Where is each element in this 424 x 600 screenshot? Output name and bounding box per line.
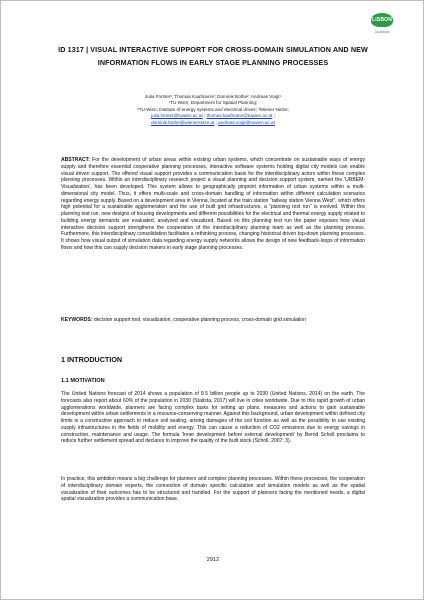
keywords-text: decision support tool, visualization, cooperative planning process, cross-domain grid simulation xyxy=(93,317,306,323)
email-link[interactable]: thomas.kaufmann@tuwien.ac.at xyxy=(206,113,273,119)
affiliation-2: ²TU Wien; Institute of energy systems and electrical drives; ³Wiener Netze; xyxy=(137,106,289,112)
abstract-text: For the development of urban areas within existing urban systems, which concentrate on sustainable ways of energy supply and therefore essential cooperative planning processes, interactive software systems holding digital city models can enable visual driven support. The offered visual support provides a communication basis for the interdisciplinary actors within these complex planning processes. Within an interdisciplinary research project a visual planning and decision support system, named the 'URBEM-Visualization', has been developed. This system allows to geographically pinpoint information of urban systems within a multi-dimensional city model. Thus, it offers multi-scale and cross-domain handling of information within different calculation scenarios regarding energy supply. Based on a development area in Vienna, located at the train station "railway station Vienna West", which offers high potential for a sustainable agglomeration and the use of built grid infrastructures, a "planning test run" is evolved. Within this planning test run, new designs of housing developments and different possibilities for the electrical and thermal energy supply related to building energy demands are evaluated, analyzed and visualized. Based on this planning test run the paper exposes how visual interactive decision support strengthens the cooperation of the interdisciplinary planning team as well as the planning process. Furthermore, this interdisciplinary consolidation facilitates a rethinking process, changing historical driven top-down planning processes. It shows how visual output of simulation data regarding energy supply networks allows the design of new feedback-loops of information flows and how this can supply decision makers in early stage planning processes. xyxy=(61,157,366,251)
author-block xyxy=(61,94,365,126)
paper-title: ID 1317 | VISUAL INTERACTIVE SUPPORT FOR CROSS-DOMAIN SIMULATION AND NEW INFORMATION FLOWS IN EARLY STAGE PLANNING PROCESSES xyxy=(58,45,368,67)
conference-logo xyxy=(363,13,401,37)
emails-line-1: julia.forster@tuwien.ac.at ; thomas.kaufmann@tuwien.ac.at ; xyxy=(151,113,275,119)
email-link[interactable]: julia.forster@tuwien.ac.at xyxy=(151,113,203,119)
abstract-label: ABSTRACT: xyxy=(61,157,90,163)
paragraph-text: In practice, this ambition means a big challenge for planners and complex planning processes. Within these processes, the cooperation of interdisciplinary domain experts, the connection of domain specific calculation and simulation models as well as the spatial visualization of their outcomes has to be structured and handled. For the support of planners facing the mentioned needs, a digital spatial visualization provides a communication base. xyxy=(61,476,365,503)
email-link[interactable]: andreas.voigt@tuwien.ac.at xyxy=(218,119,275,125)
logo-subtext: ULisboa xyxy=(374,29,390,34)
emails-line-2: dominik.bothe@wienernetze.at ; andreas.voigt@tuwien.ac.at xyxy=(151,119,275,125)
keywords xyxy=(61,317,365,324)
logo-text: LISBON xyxy=(371,17,393,23)
page-number: 2912 xyxy=(206,557,220,563)
section-heading: 1 INTRODUCTION xyxy=(61,355,123,364)
body-paragraph xyxy=(61,391,365,445)
body-paragraph xyxy=(61,476,365,503)
subsection-heading: 1.1 MOTIVATION xyxy=(61,378,105,384)
paragraph-text: The United Nations forecast of 2014 shows a population of 8.5 billion people up to 2030 (United Nations, 2014) on the earth. The forecasts also report about 60% of the population in 2030 (Statista, 2017) will live in cities worldwide. Due to this rapid growth of urban agglomerations worldwide, planners are facing complex tasks for setting up plans, measures and actions to gain sustainable development within urban settlements in a resource-conserving manner. Against this background, urban development within defined city limits is a constructive approach to reduce soil sealing, arising damages of the soil function as well as the possibility to use existing supply infrastructures in the fields of mobility and energy. This can cause a reduction of CO2 emissions due to energy savings in construction, maintenance and usage. The formula 'Inner development before external development' by Bernd Scholl proclaims to reduce further settlement spread and declares to improve the quality of the built stock (Scholl, 2007: 3). xyxy=(61,391,365,445)
affiliation-1: ¹TU Wien; Department for Spatial Planning; xyxy=(168,100,258,106)
email-link[interactable]: dominik.bothe@wienernetze.at xyxy=(151,119,215,125)
keywords-label: KEYWORDS: xyxy=(61,317,93,323)
author-names: Julia Forster¹; Thomas Kaufmann²; Dominik Bothe²; Andreas Voigt¹ xyxy=(145,94,281,99)
abstract xyxy=(61,157,365,252)
